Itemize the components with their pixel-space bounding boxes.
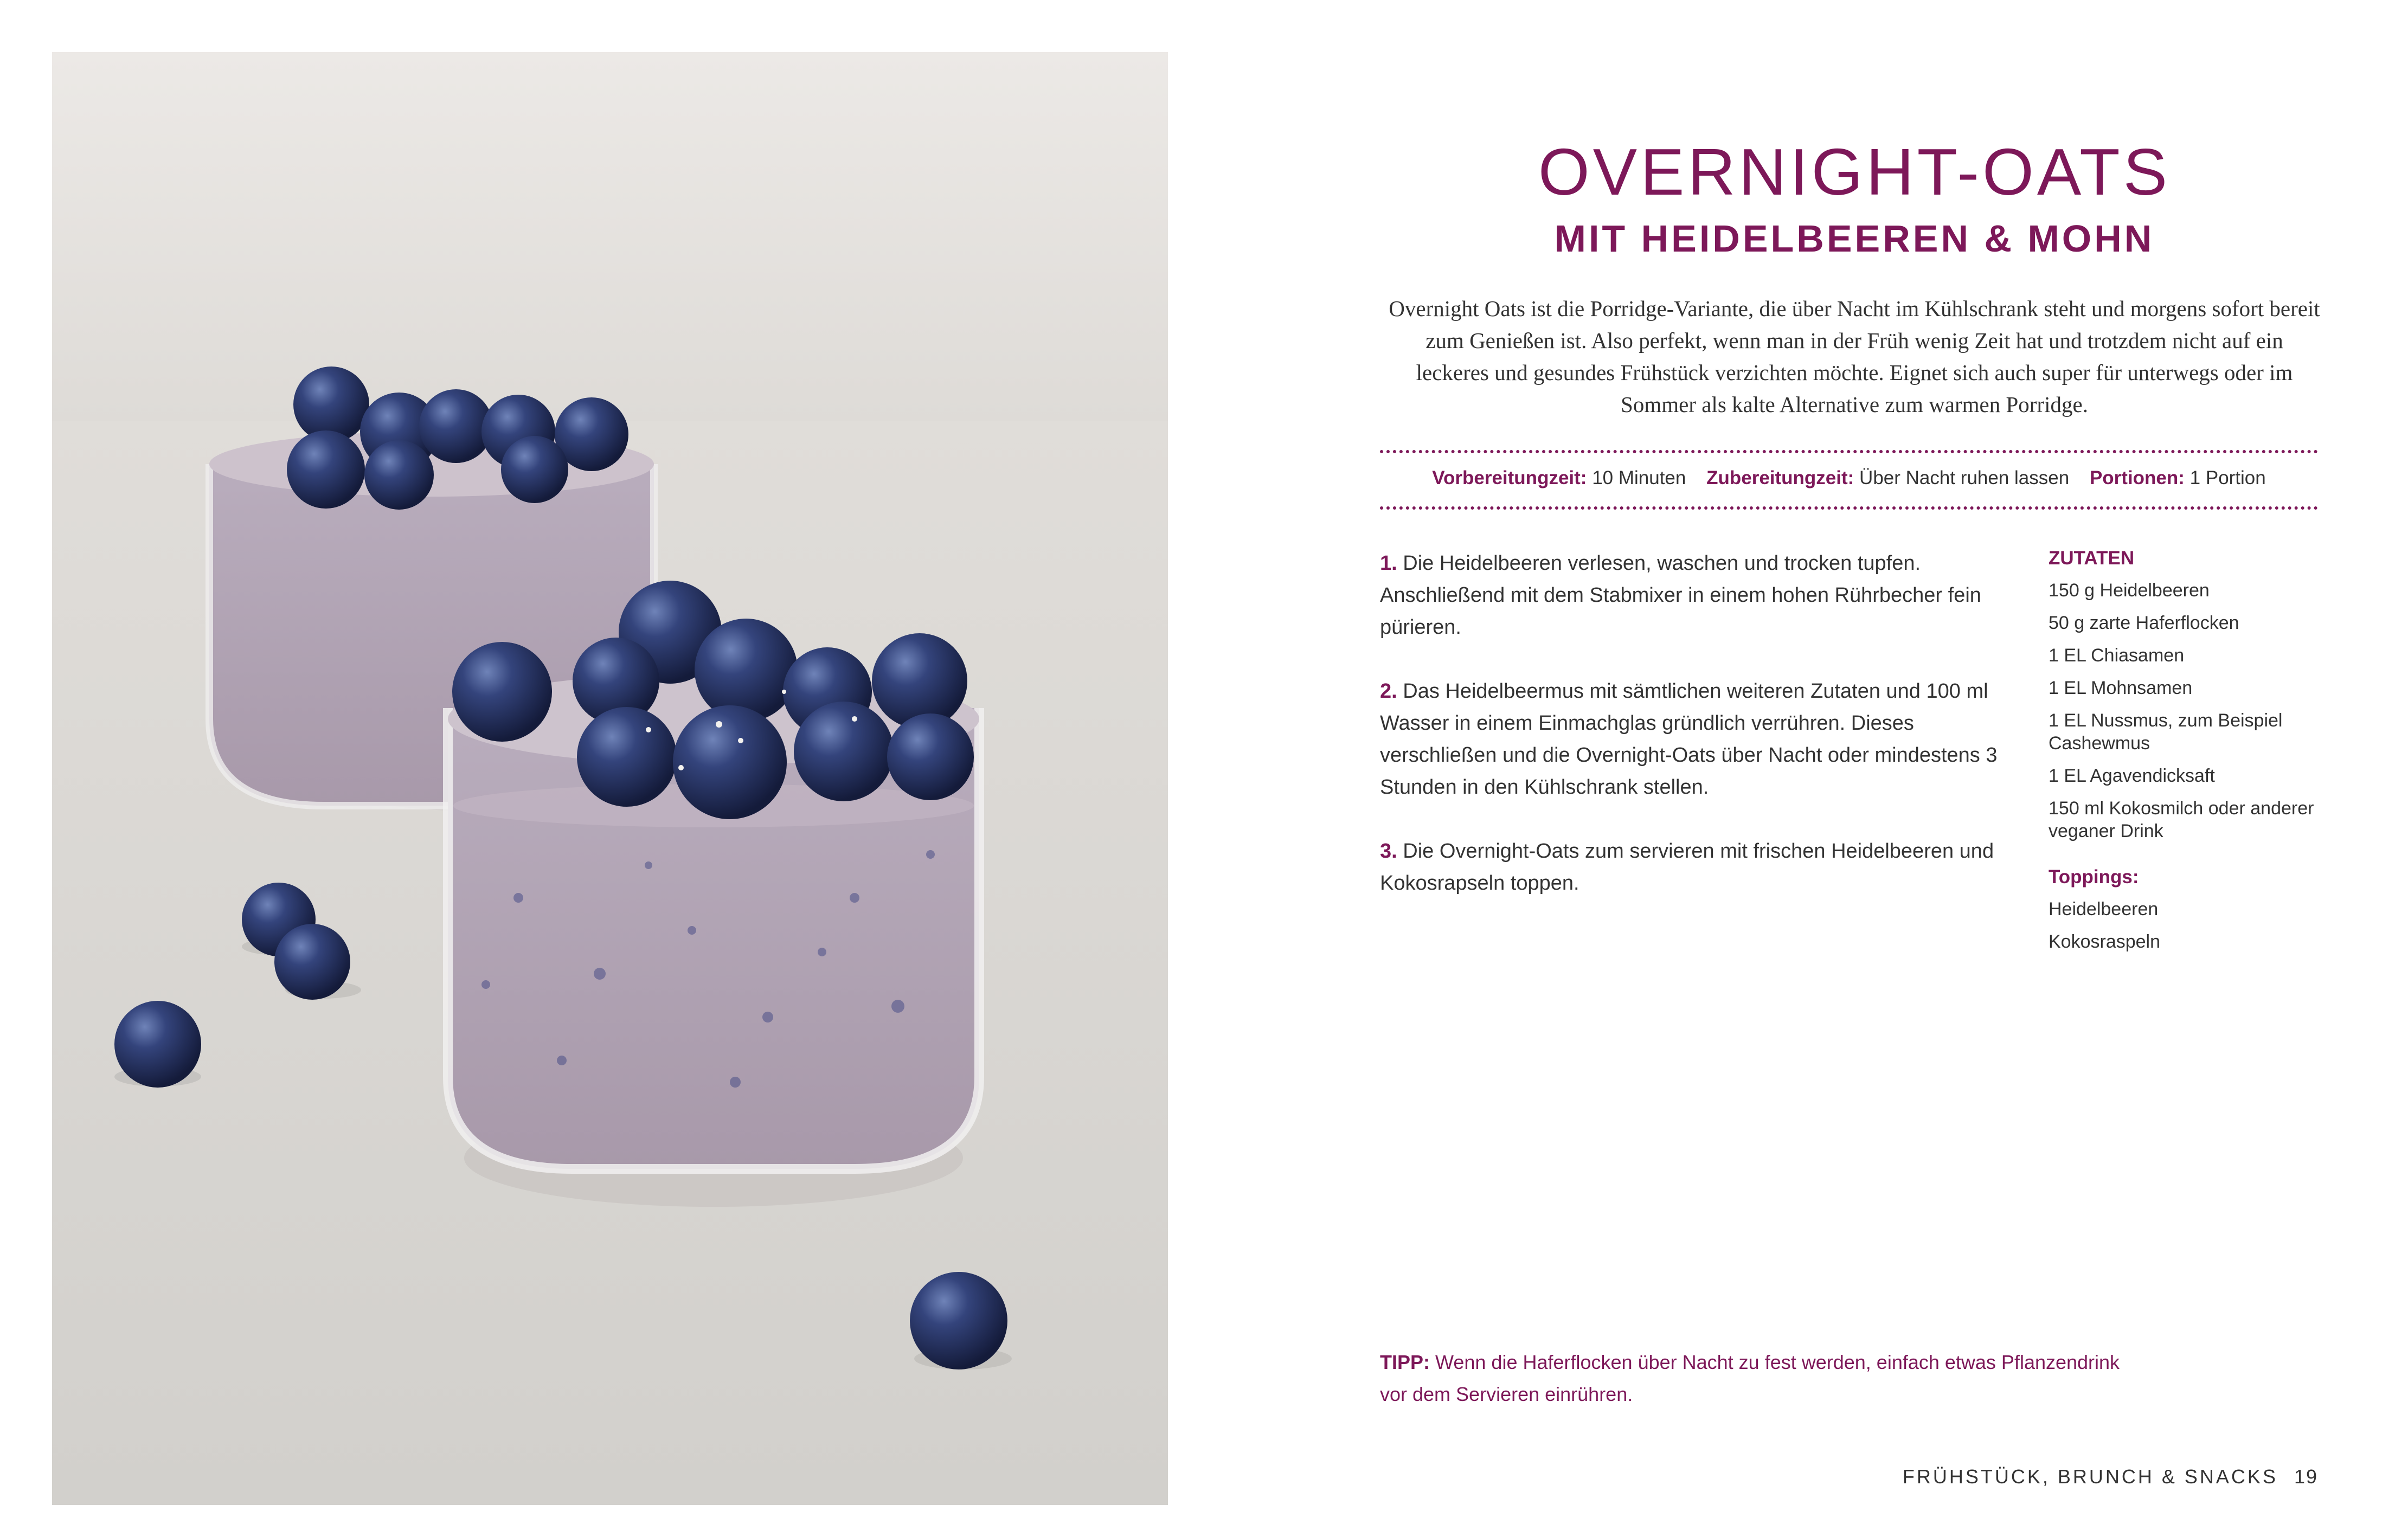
topping-item: Kokosraspeln [2049,931,2161,952]
ingredient-item: 1 EL Nussmus, zum Beispiel Cashewmus [2049,710,2283,754]
ingredient-item: 1 EL Chiasamen [2049,645,2185,666]
cook-time-value: Über Nacht ruhen lassen [1859,467,2070,488]
divider-top [1380,450,2318,453]
recipe-steps [1380,548,2014,931]
cook-time-label: Zubereitungzeit: [1706,467,1854,488]
overnight-oats-photo-illustration [52,52,1168,1505]
ingredients-panel [2049,548,2330,963]
ingredients-heading: ZUTATEN [2049,548,2135,569]
ingredient-item: 1 EL Mohnsamen [2049,678,2193,698]
portions-label: Portionen: [2089,467,2185,488]
recipe-title: OVERNIGHT-OATS [1538,135,2171,209]
step-text: Die Heidelbeeren verlesen, waschen und trocken tupfen. Anschließend mit dem Stabmixer in einem hohen Rührbecher fein pürieren. [1380,552,1981,639]
prep-time-value: 10 Minuten [1592,467,1686,488]
step-text: Das Heidelbeermus mit sämtlichen weiteren Zutaten und 100 ml Wasser in einem Einmachglas gründlich verrühren. Dieses verschließen und die Overnight-Oats über Nacht oder mindestens 3 Stunden in den Kühlschrank stellen. [1380,680,1998,799]
recipe-meta [1380,467,2318,489]
portions-value: 1 Portion [2189,467,2266,488]
ingredient-item: 150 ml Kokosmilch oder anderer veganer Drink [2049,798,2314,841]
ingredients-list [2049,579,2330,843]
divider-bottom [1380,506,2318,510]
step-text: Die Overnight-Oats zum servieren mit frischen Heidelbeeren und Kokosrapseln toppen. [1380,840,1994,895]
toppings-list [2049,898,2330,953]
step-1 [1380,548,2014,644]
cook-time [1706,467,2075,488]
recipe-intro: Overnight Oats ist die Porridge-Variante, die über Nacht im Kühlschrank steht und morgens sofort bereit zum Genießen ist. Also perfekt, wenn man in der Früh wenig Zeit hat und trotzdem nicht auf ein leckeres und gesundes Frühstück verzichten möchte. Eignet sich auch super für unterwegs oder im Sommer als kalte Alternative zum warmen Porridge. [1389,296,2320,417]
tip-label: TIPP: [1380,1351,1430,1373]
recipe-subtitle: MIT HEIDELBEEREN & MOHN [1554,217,2155,260]
step-number: 1. [1380,552,1397,575]
page-footer [1903,1465,2318,1488]
portions [2090,467,2266,488]
ingredient-item: 150 g Heidelbeeren [2049,580,2210,601]
page-number: 19 [2294,1465,2318,1488]
footer-section: FRÜHSTÜCK, BRUNCH & SNACKS [1902,1465,2278,1488]
ingredient-item: 1 EL Agavendicksaft [2049,766,2215,786]
prep-time-label: Vorbereitungzeit: [1432,467,1587,488]
ingredient-item: 50 g zarte Haferflocken [2049,613,2239,633]
recipe-tip [1380,1346,2139,1410]
step-number: 2. [1380,680,1397,703]
topping-item: Heidelbeeren [2049,899,2159,919]
step-number: 3. [1380,840,1397,863]
tip-text: Wenn die Haferflocken über Nacht zu fest werden, einfach etwas Pflanzendrink vor dem Servieren einrühren. [1380,1351,2120,1405]
prep-time [1432,467,1691,488]
recipe-photo [52,52,1168,1505]
step-3 [1380,835,2014,899]
step-2 [1380,676,2014,803]
toppings-heading: Toppings: [2049,866,2139,888]
